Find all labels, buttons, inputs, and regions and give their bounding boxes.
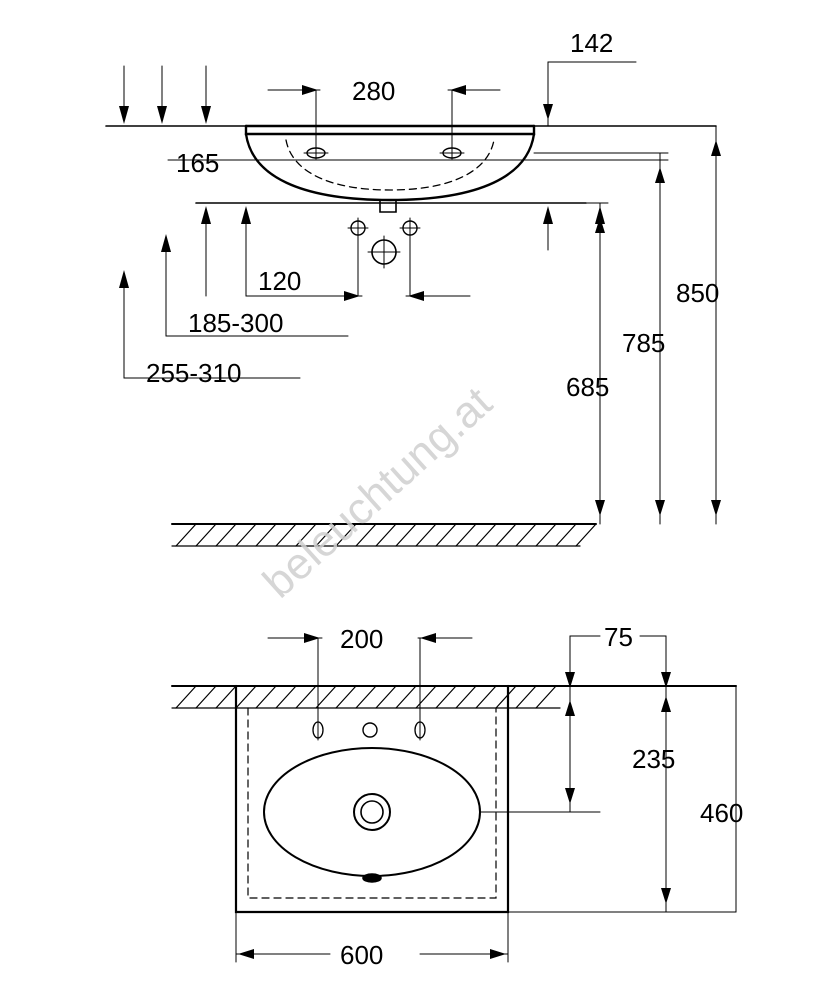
dim-label-235: 235: [632, 744, 676, 774]
dim-label-165: 165: [176, 148, 220, 178]
center-hole-plan: [363, 723, 377, 737]
top-left-arrows: [119, 66, 211, 124]
dim-label-75: 75: [604, 622, 633, 652]
dim-label-200: 200: [340, 624, 384, 654]
drain-stub: [380, 200, 396, 212]
floor-hatching: [172, 524, 596, 546]
basin-bowl-plan: [264, 748, 480, 876]
dim-label-280: 280: [352, 76, 396, 106]
dim-label-685: 685: [566, 372, 610, 402]
dim-label-142: 142: [570, 28, 614, 58]
dim-label-120: 120: [258, 266, 302, 296]
wall-hatching-plan: [172, 686, 560, 708]
overflow-slot: [363, 874, 381, 882]
right-zone-arrows: [543, 168, 660, 250]
drain-inner: [361, 801, 383, 823]
dim-label-185-300: 185-300: [188, 308, 284, 338]
mid-zone-arrows: [119, 206, 348, 378]
dim-label-600: 600: [340, 940, 384, 970]
watermark-text: beleuchtung.at: [253, 377, 502, 608]
dim-label-460: 460: [700, 798, 744, 828]
dim-label-785: 785: [622, 328, 666, 358]
dim-label-255-310: 255-310: [146, 358, 242, 388]
dim-label-850: 850: [676, 278, 720, 308]
drain-outer: [354, 794, 390, 830]
